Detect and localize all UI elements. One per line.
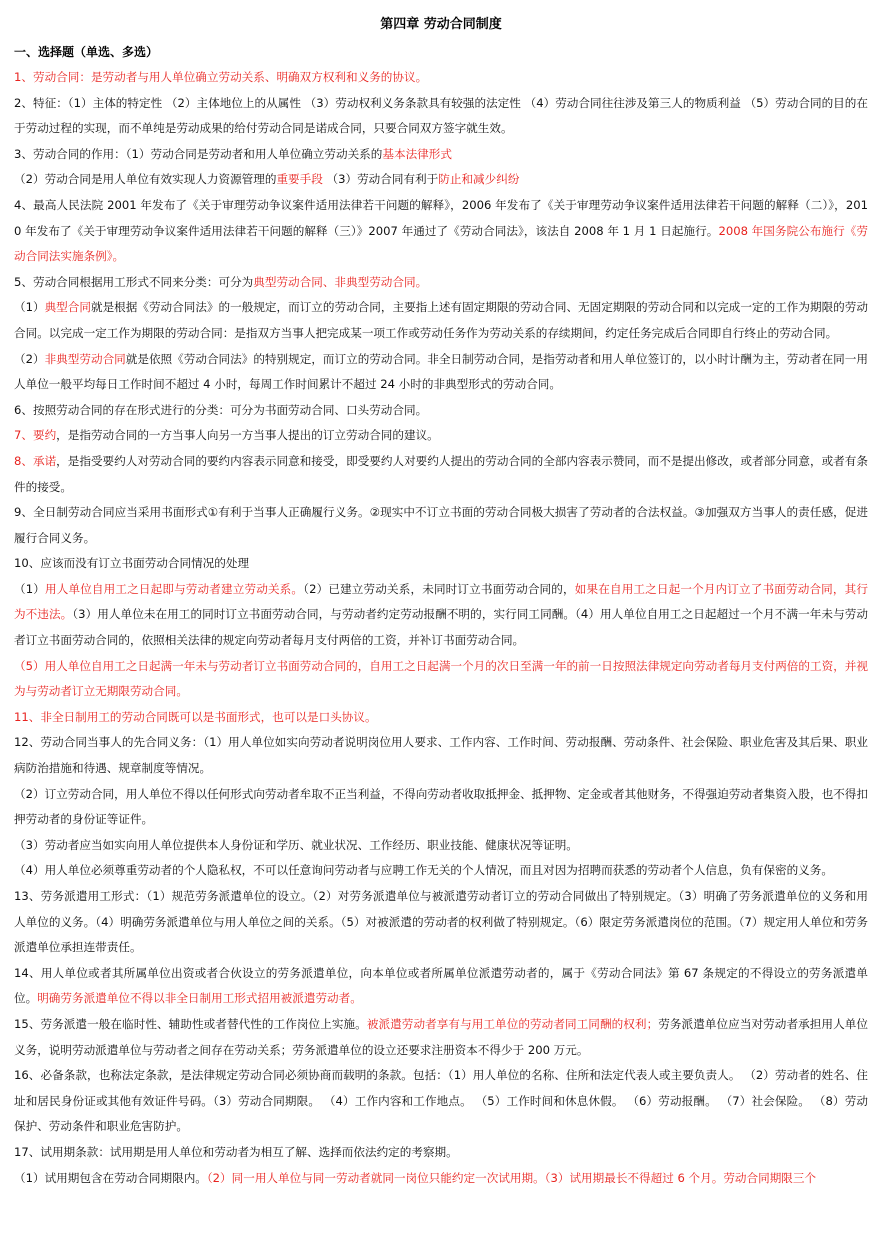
- paragraph: [14, 654, 868, 705]
- paragraph: [14, 961, 868, 1012]
- highlighted-text: 1、劳动合同：是劳动者与用人单位确立劳动关系、明确双方权利和义务的协议。: [14, 70, 428, 84]
- highlighted-text: 11、非全日制用工的劳动合同既可以是书面形式，也可以是口头协议。: [14, 709, 377, 724]
- paragraph: [14, 782, 868, 833]
- body-text: 3、劳动合同的作用：（1）劳动合同是劳动者和用人单位确立劳动关系的: [14, 146, 383, 161]
- paragraph-list: [14, 65, 868, 1191]
- highlighted-text: 如果在自用工之日起一个月内订立了书面劳动合同，其行为不违法。: [14, 581, 868, 622]
- body-text: 17、试用期条款：试用期是用人单位和劳动者为相互了解、选择而依法约定的考察期。: [14, 1144, 458, 1159]
- paragraph: [14, 142, 868, 168]
- body-text: （4）用人单位必须尊重劳动者的个人隐私权，不可以任意询问劳动者与应聘工作无关的个人情况，而且对因为招聘而获悉的劳动者个人信息，负有保密的义务。: [14, 863, 833, 878]
- highlighted-text: 典型劳动合同、非典型劳动合同。: [253, 274, 428, 289]
- highlighted-text: 典型合同: [44, 300, 91, 315]
- body-text: 10、应该而没有订立书面劳动合同情况的处理: [14, 556, 250, 571]
- paragraph: [14, 398, 868, 424]
- body-text: （3）劳动合同有利于: [322, 172, 439, 187]
- body-text: （2）劳动合同是用人单位有效实现人力资源管理的: [14, 172, 277, 187]
- body-text: 9、全日制劳动合同应当采用书面形式①有利于当事人正确履行义务。②现实中不订立书面的劳动合同极大损害了劳动者的合法权益。③加强双方当事人的责任感，促进履行合同义务。: [14, 505, 868, 545]
- body-text: 劳务派遣单位应当对劳动者承担用人单位义务，说明劳动派遣单位与劳动者之间存在劳动关系；劳务派遣单位的设立还要求注册资本不得少于 200 万元。: [14, 1016, 868, 1057]
- body-text: 2、特征：（1）主体的特定性 （2）主体地位上的从属性 （3）劳动权利义务条款具有较强的法定性 （4）劳动合同往往涉及第三人的物质利益 （5）劳动合同的目的在于劳动过程的实现，而不单纯是劳动成果的给付劳动合同是诺成合同，只要合同双方签字就生效。: [14, 95, 868, 136]
- paragraph: [14, 1166, 868, 1192]
- body-text: ，是指受要约人对劳动合同的要约内容表示同意和接受，即受要约人对要约人提出的劳动合同的全部内容表示赞同，而不是提出修改，或者部分同意，或者有条件的接受。: [14, 453, 868, 494]
- document-page: [14, 14, 868, 1191]
- body-text: 就是依照《劳动合同法》的特别规定，而订立的劳动合同。非全日制劳动合同，是指劳动者和用人单位签订的，以小时计酬为主，劳动者在同一用人单位一般平均每日工作时间不超过 4 小时，每周工作时间累计不超过 24 小时的非典型形式的劳动合同。: [14, 351, 868, 392]
- body-text: ，是指劳动合同的一方当事人向另一方当事人提出的订立劳动合同的建议。: [56, 428, 439, 443]
- paragraph: [14, 91, 868, 142]
- highlighted-text: 防止和减少纠纷: [438, 172, 520, 187]
- paragraph: [14, 833, 868, 859]
- paragraph: [14, 1012, 868, 1063]
- paragraph: [14, 65, 868, 91]
- highlighted-text: 7、要约: [14, 428, 57, 443]
- body-text: （1）: [14, 300, 45, 315]
- highlighted-text: 重要手段: [276, 172, 323, 187]
- body-text: （1）: [14, 581, 45, 596]
- paragraph: [14, 858, 868, 884]
- body-text: 就是根据《劳动合同法》的一般规定，而订立的劳动合同，主要指上述有固定期限的劳动合同、无固定期限的劳动合同和以完成一定的工作为期限的劳动合同。以完成一定工作为期限的劳动合同：是指双方当事人把完成某一项工作或劳动任务作为劳动关系的存续期间，约定任务完成后合同即自行终止的劳动合同。: [14, 300, 868, 340]
- highlighted-text: 2008 年国务院公布施行《劳动合同法实施条例》。: [14, 223, 868, 264]
- section-heading: 一、选择题（单选、多选）: [14, 45, 159, 59]
- body-text: 15、劳务派遣一般在临时性、辅助性或者替代性的工作岗位上实施。: [14, 1016, 367, 1031]
- paragraph: [14, 500, 868, 551]
- paragraph: [14, 551, 868, 577]
- paragraph: [14, 270, 868, 296]
- paragraph: [14, 1063, 868, 1140]
- body-text: 13、劳务派遣用工形式：（1）规范劳务派遣单位的设立。（2）对劳务派遣单位与被派遣劳动者订立的劳动合同做出了特别规定。（3）明确了劳务派遣单位的义务和用人单位的义务。（4）明确劳务派遣单位与用人单位之间的关系。（5）对被派遣的劳动者的权利做了特别规定。（6）限定劳务派遣岗位的范围。（7）规定用人单位和劳务派遣单位承担连带责任。: [14, 889, 868, 955]
- body-text: （1）试用期包含在劳动合同期限内。: [14, 1170, 207, 1185]
- paragraph: [14, 347, 868, 398]
- body-text: 12、劳动合同当事人的先合同义务：（1）用人单位如实向劳动者说明岗位用人要求、工作内容、工作时间、劳动报酬、劳动条件、社会保险、职业危害及其后果、职业病防治措施和待遇、规章制度等情况。: [14, 735, 868, 776]
- body-text: 6、按照劳动合同的存在形式进行的分类：可分为书面劳动合同、口头劳动合同。: [14, 402, 428, 417]
- chapter-title: 第四章 劳动合同制度: [380, 17, 502, 32]
- paragraph: [14, 730, 868, 781]
- highlighted-text: 明确劳务派遣单位不得以非全日制用工形式招用被派遣劳动者。: [37, 991, 362, 1006]
- body-text: 16、必备条款，也称法定条款，是法律规定劳动合同必须协商而载明的条款。包括：（1）用人单位的名称、住所和法定代表人或主要负责人。 （2）劳动者的姓名、住址和居民身份证或其他有效证件号码。（3）劳动合同期限。 （4）工作内容和工作地点。 （5）工作时间和休息休假。 （6）劳动报酬。 （7）社会保险。 （8）劳动保护、劳动条件和职业危害防护。: [14, 1068, 868, 1134]
- body-text: 4、最高人民法院 2001 年发布了《关于审理劳动争议案件适用法律若干问题的解释》，2006 年发布了《关于审理劳动争议案件适用法律若干问题的解释（二）》，2010 年发布了《关于审理劳动争议案件适用法律若干问题的解释（三）》2007 年通过了《劳动合同法》，该法自 2008 年 1 月 1 日起施行。: [14, 197, 868, 238]
- highlighted-text: 用人单位自用工之日起即与劳动者建立劳动关系。: [45, 581, 304, 596]
- highlighted-text: 8、承诺: [14, 453, 57, 468]
- paragraph: [14, 884, 868, 961]
- paragraph: [14, 295, 868, 346]
- body-text: 14、用人单位或者其所属单位出资或者合伙设立的劳务派遣单位，向本单位或者所属单位派遣劳动者的，属于《劳动合同法》第 67 条规定的不得设立的劳务派遣单位。: [14, 965, 868, 1006]
- highlighted-text: 被派遣劳动者享有与用工单位的劳动者同工同酬的权利；: [366, 1016, 659, 1031]
- paragraph: [14, 577, 868, 654]
- highlighted-text: 基本法律形式: [382, 146, 452, 161]
- paragraph: [14, 449, 868, 500]
- body-text: 5、劳动合同根据用工形式不同来分类：可分为: [14, 274, 254, 289]
- body-text: （2）: [14, 351, 45, 366]
- highlighted-text: （5）用人单位自用工之日起满一年未与劳动者订立书面劳动合同的，自用工之日起满一个月的次日至满一年的前一日按照法律规定向劳动者每月支付两倍的工资，并视为与劳动者订立无期限劳动合同。: [14, 658, 868, 699]
- paragraph: [14, 167, 868, 193]
- paragraph: [14, 193, 868, 270]
- paragraph: [14, 423, 868, 449]
- body-text: （2）订立劳动合同，用人单位不得以任何形式向劳动者牟取不正当利益，不得向劳动者收取抵押金、抵押物、定金或者其他财务，不得强迫劳动者集资入股，也不得扣押劳动者的身份证等证件。: [14, 786, 868, 827]
- highlighted-text: 非典型劳动合同: [44, 351, 126, 366]
- highlighted-text: （2）同一用人单位与同一劳动者就同一岗位只能约定一次试用期。（3）试用期最长不得超过 6 个月。劳动合同期限三个: [206, 1170, 817, 1185]
- paragraph: [14, 705, 868, 731]
- body-text: （3）劳动者应当如实向用人单位提供本人身份证和学历、就业状况、工作经历、职业技能、健康状况等证明。: [14, 837, 578, 852]
- body-text: （2）已建立劳动关系，未同时订立书面劳动合同的，: [303, 581, 575, 596]
- paragraph: [14, 1140, 868, 1166]
- body-text: （3）用人单位未在用工的同时订立书面劳动合同，与劳动者约定劳动报酬不明的，实行同工同酬。（4）用人单位自用工之日起超过一个月不满一年未与劳动者订立书面劳动合同的，依照相关法律的规定向劳动者每月支付两倍的工资，并补订书面劳动合同。: [14, 607, 868, 648]
